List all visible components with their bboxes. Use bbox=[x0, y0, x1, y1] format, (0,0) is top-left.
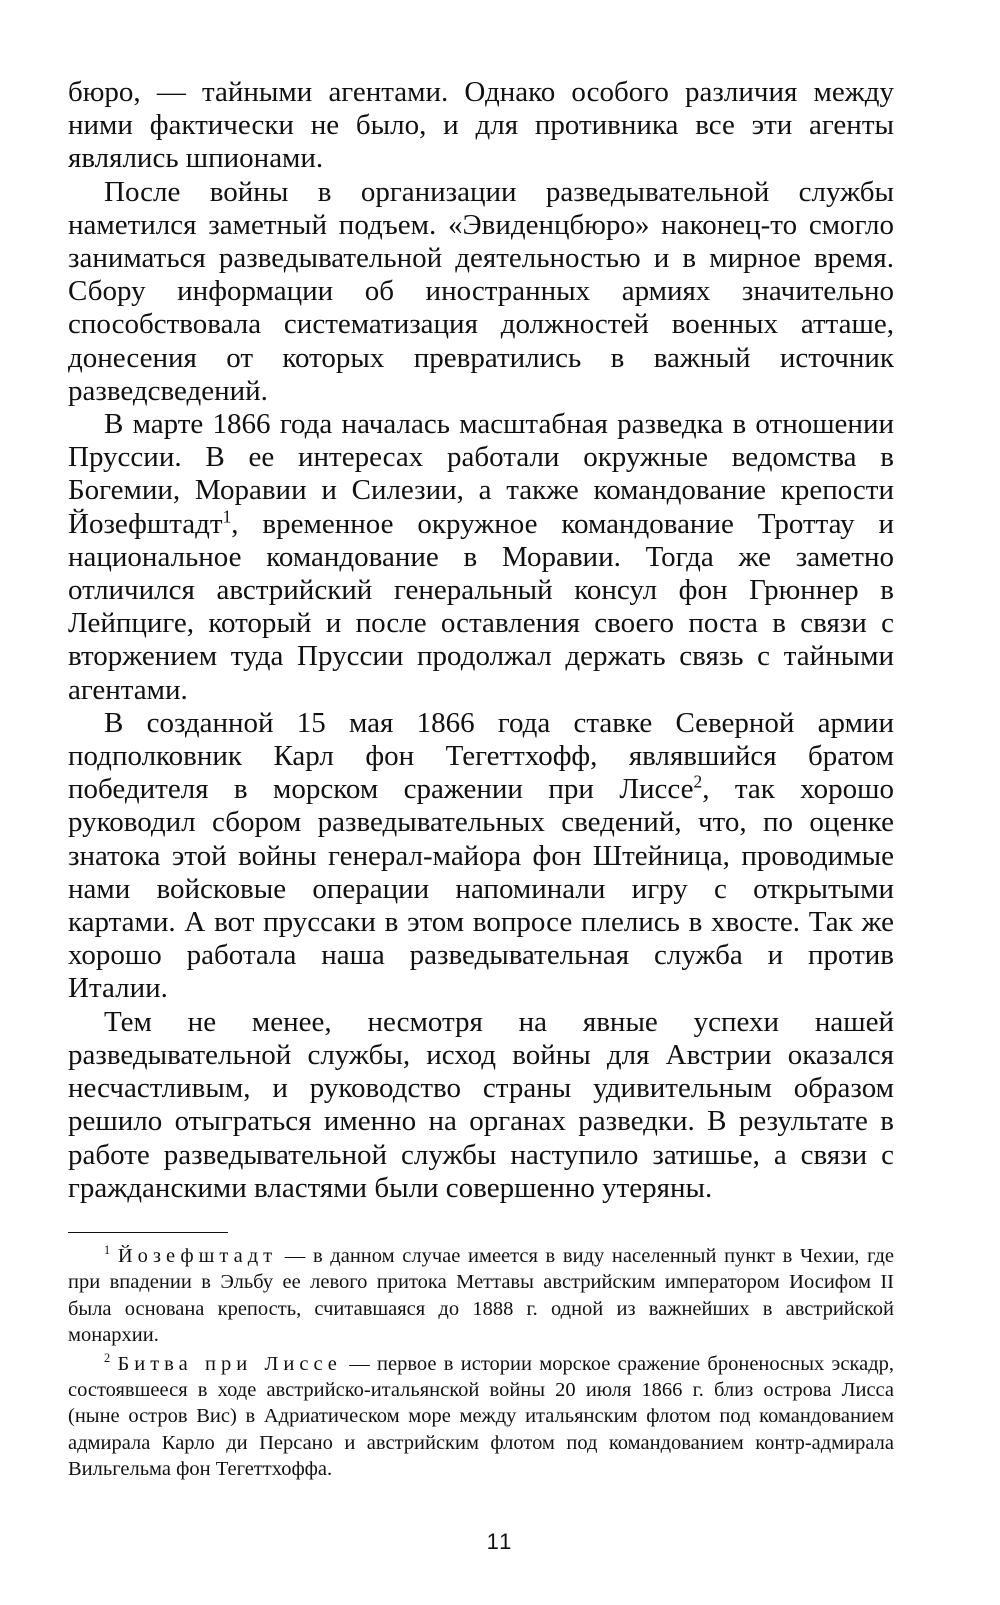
footnote-ref-2[interactable]: 2 bbox=[693, 771, 703, 792]
paragraph-2: После войны в организации разведывательной службы наметился заметный подъем. «Эвиденцбюро» наконец-то смогло заниматься разведывательной деятельностью и в мирное время. Сбору информации об иностранных армиях значительно способствовала систематизация должностей военных атташе, донесения от которых превратились в важный источник разведсведений. bbox=[68, 175, 894, 407]
footnote-1-text: — в данном случае имеется в виду населенный пункт в Чехии, где при впадении в Эльбу ее левого притока Меттавы австрийским императором Иосифом II была основана крепость, считавшаяся до 1888 г. одной из важнейших в австрийской монархии. bbox=[68, 1245, 894, 1347]
footnote-ref-1[interactable]: 1 bbox=[222, 505, 232, 526]
footnote-1-marker: 1 bbox=[104, 1243, 111, 1258]
paragraph-5: Тем не менее, несмотря на явные успехи нашей разведывательной службы, исход войны для Австрии оказался несчастливым, и руководство страны удивительным образом решило отыграться именно на органах разведки. В результате в работе разведывательной службы наступило затишье, а связи с гражданскими властями были совершенно утеряны. bbox=[68, 1005, 894, 1204]
page-number: 11 bbox=[486, 1529, 514, 1554]
paragraph-4-text-a: В созданной 15 мая 1866 года ставке Северной армии подполковник Карл фон Тегеттхофф, являвшийся братом победителя в морском сражении при Лиссе bbox=[68, 706, 894, 806]
paragraph-4 bbox=[68, 707, 894, 1006]
paragraph-4-text-b: , так хорошо руководил сбором разведывательных сведений, что, по оценке знатока этой войны генерал-майора фон Штейница, проводимые нами войсковые операции напоминали игру с открытыми картами. А вот пруссаки в этом вопросе плелись в хвосте. Так же хорошо работала наша разведывательная служба и против Италии. bbox=[68, 773, 894, 1005]
footnote-2-marker: 2 bbox=[104, 1350, 111, 1365]
footnotes bbox=[68, 1243, 894, 1485]
footnote-separator bbox=[68, 1232, 228, 1233]
footnote-2-text: — первое в истории морское сражение броненосных эскадр, состоявшееся в ходе австрийско-итальянской войны 20 июля 1866 г. близ острова Лисса (ныне остров Вис) в Адриатическом море между итальянским флотом под командованием адмирала Карло ди Персано и австрийским флотом под командованием контр-адмирала Вильгельма фон Тегеттхоффа. bbox=[68, 1352, 895, 1481]
footnote-2 bbox=[68, 1351, 894, 1483]
footnote-1 bbox=[68, 1243, 894, 1349]
main-text bbox=[68, 76, 894, 1205]
paragraph-3-text-b: , временное окружное командование Троттау и национальное командование в Моравии. Тогда же заметно отличился австрийский генеральный консул фон Грюннер в Лейпциге, который и после оставления своего поста в связи с вторжением туда Пруссии продолжал держать связь с тайными агентами. bbox=[68, 507, 894, 706]
paragraph-3 bbox=[68, 408, 894, 707]
paragraph-3-text-a: В марте 1866 года началась масштабная разведка в отношении Пруссии. В ее интересах работали окружные ведомства в Богемии, Моравии и Силезии, а также командование крепости Йозефштадт bbox=[68, 408, 894, 540]
footnote-1-term: Йозефштадт bbox=[117, 1245, 278, 1267]
paragraph-1: бюро, — тайными агентами. Однако особого различия между ними фактически не было, и для противника все эти агенты являлись шпионами. bbox=[68, 76, 894, 175]
footnote-2-term: Битва при Лиссе bbox=[117, 1352, 342, 1375]
